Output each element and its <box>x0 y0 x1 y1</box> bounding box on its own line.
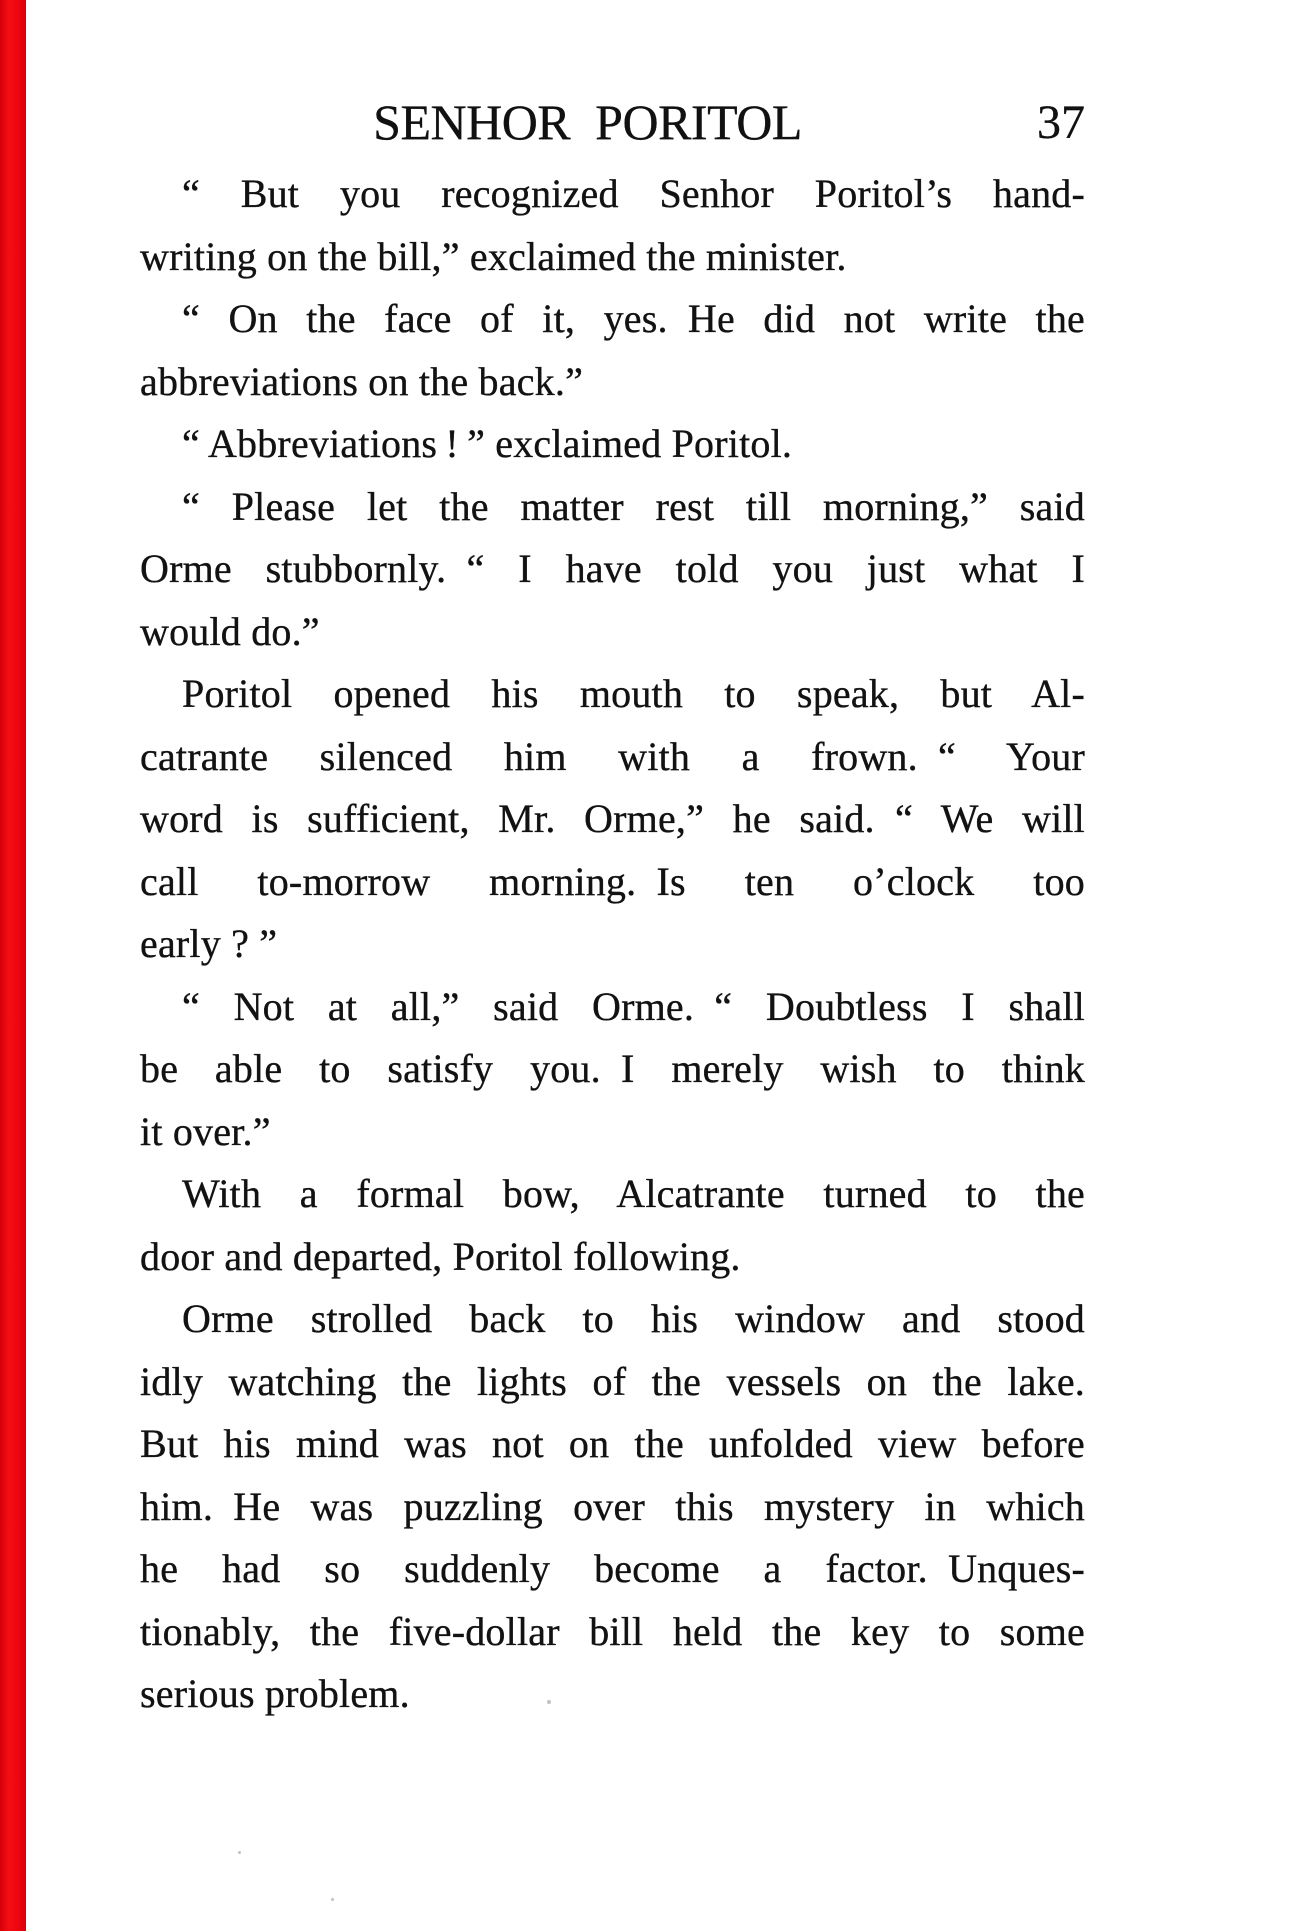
text-line: writing on the bill,” exclaimed the minister. <box>140 233 847 279</box>
text-line: word is sufficient, Mr. Orme,” he said. “ We will <box>140 796 1085 841</box>
text-line: “ On the face of it, yes. He did not write the <box>182 296 1085 341</box>
text-line: he had so suddenly become a factor. Unques- <box>140 1546 1085 1591</box>
text-line: With a formal bow, Alcatrante turned to the <box>182 1171 1085 1216</box>
text-line: “ Please let the matter rest till morning,” said <box>182 483 1085 529</box>
text-line: tionably, the five-dollar bill held the key to some <box>140 1608 1085 1654</box>
text-line: “ Not at all,” said Orme. “ Doubtless I shall <box>182 983 1085 1029</box>
body-text <box>140 163 1085 1726</box>
chapter-title: SENHOR PORITOL <box>373 94 802 150</box>
text-line: idly watching the lights of the vessels on the lake. <box>140 1358 1085 1404</box>
book-edge-red-stripe <box>0 0 26 1931</box>
text-line: catrante silenced him with a frown. “ Your <box>140 733 1085 779</box>
scan-speck <box>331 1898 334 1901</box>
text-line: door and departed, Poritol following. <box>140 1233 741 1279</box>
text-line: abbreviations on the back.” <box>140 358 584 404</box>
text-line: call to-morrow morning. Is ten o’clock too <box>140 858 1085 904</box>
text-line: But his mind was not on the unfolded view before <box>140 1421 1085 1466</box>
scan-speck <box>547 1700 551 1704</box>
page-number: 37 <box>1037 96 1085 149</box>
scan-speck <box>238 1851 241 1854</box>
text-line: “ But you recognized Senhor Poritol’s hand- <box>182 171 1085 216</box>
text-line: him. He was puzzling over this mystery in which <box>140 1483 1085 1529</box>
text-line: Orme strolled back to his window and stood <box>182 1296 1085 1341</box>
text-line: early ? ” <box>140 921 278 966</box>
running-header <box>140 94 1085 158</box>
text-line: would do.” <box>140 608 320 654</box>
text-line: be able to satisfy you. I merely wish to think <box>140 1046 1085 1091</box>
text-line: Orme stubbornly. “ I have told you just what I <box>140 546 1085 591</box>
text-line: Poritol opened his mouth to speak, but Al- <box>182 671 1085 716</box>
text-line: it over.” <box>140 1108 271 1154</box>
text-line: serious problem. <box>140 1671 410 1716</box>
text-line: “ Abbreviations ! ” exclaimed Poritol. <box>182 421 793 466</box>
